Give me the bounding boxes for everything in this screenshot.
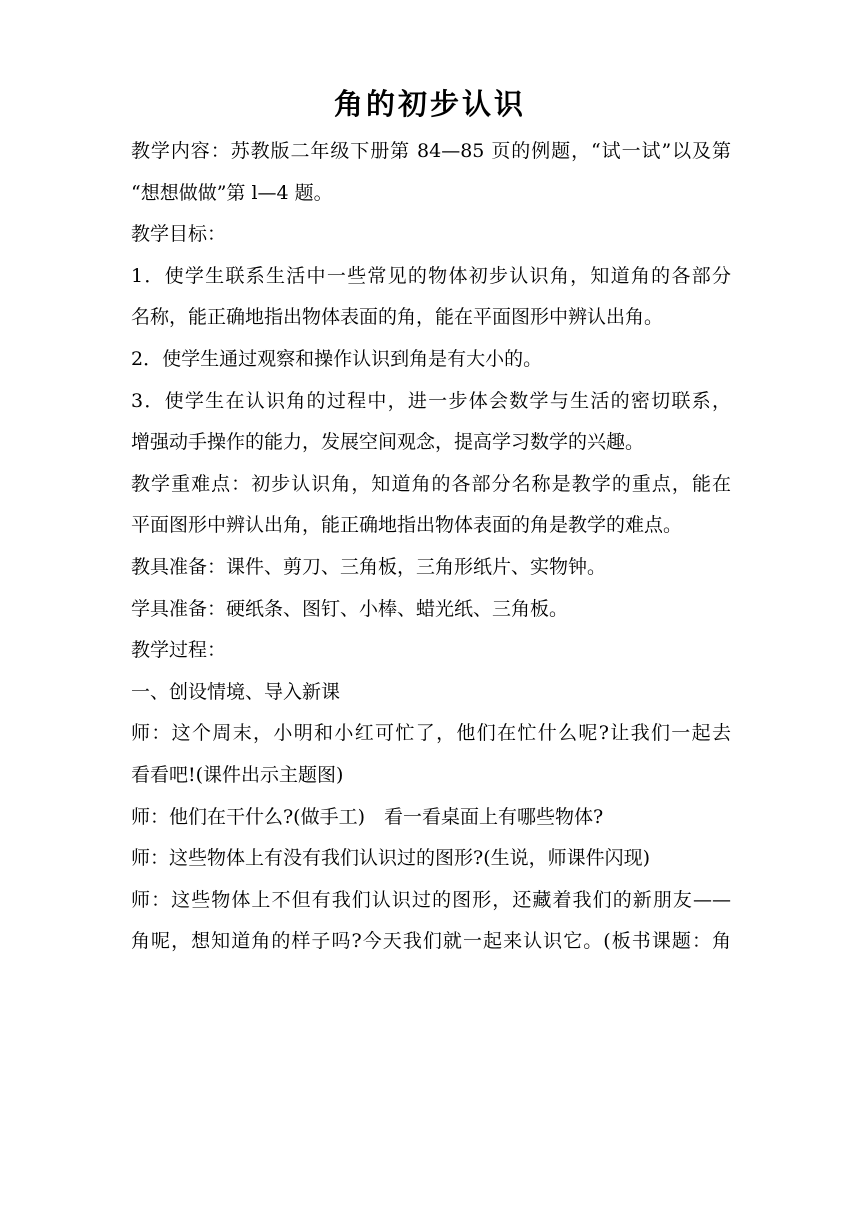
teaching-aids-line: 教具准备：课件、剪刀、三角板，三角形纸片、实物钟。 <box>131 555 607 578</box>
document-title: 角的初步认识 <box>333 87 526 121</box>
dialogue-line: 角呢，想知道角的样子吗?今天我们就一起来认识它。(板书课题：角 <box>131 930 731 953</box>
dialogue-line: 师：这些物体上不但有我们认识过的图形，还藏着我们的新朋友—— <box>131 888 731 911</box>
objective-line: 1．使学生联系生活中一些常见的物体初步认识角，知道角的各部分 <box>131 264 731 287</box>
learning-aids-line: 学具准备：硬纸条、图钉、小棒、蜡光纸、三角板。 <box>131 597 569 620</box>
document-body <box>131 131 731 963</box>
section-heading-objectives: 教学目标： <box>131 223 227 246</box>
dialogue-line: 师：这个周末，小明和小红可忙了，他们在忙什么呢?让我们一起去 <box>131 722 731 745</box>
content-line: 教学内容：苏教版二年级下册第 84—85 页的例题，“试一试”以及第 <box>131 140 731 162</box>
objective-line: 增强动手操作的能力，发展空间观念，提高学习数学的兴趣。 <box>131 431 645 454</box>
key-points-line: 平面图形中辨认出角，能正确地指出物体表面的角是教学的难点。 <box>131 514 683 537</box>
section-heading-process: 教学过程： <box>131 639 227 662</box>
objective-line: 名称，能正确地指出物体表面的角，能在平面图形中辨认出角。 <box>131 306 664 329</box>
dialogue-line: 师：他们在干什么?(做手工) 看一看桌面上有哪些物体? <box>131 805 604 828</box>
dialogue-line: 看看吧!(课件出示主题图) <box>131 763 344 786</box>
content-line: “想想做做”第 l—4 题。 <box>131 181 333 204</box>
key-points-line: 教学重难点：初步认识角，知道角的各部分名称是教学的重点，能在 <box>131 472 731 495</box>
dialogue-line: 师：这些物体上有没有我们认识过的图形?(生说，师课件闪现) <box>131 847 651 870</box>
section-heading-step-one: 一、创设情境、导入新课 <box>131 680 341 703</box>
objective-line: 2．使学生通过观察和操作认识到角是有大小的。 <box>131 347 543 370</box>
objective-line: 3．使学生在认识角的过程中，进一步体会数学与生活的密切联系， <box>131 389 731 412</box>
